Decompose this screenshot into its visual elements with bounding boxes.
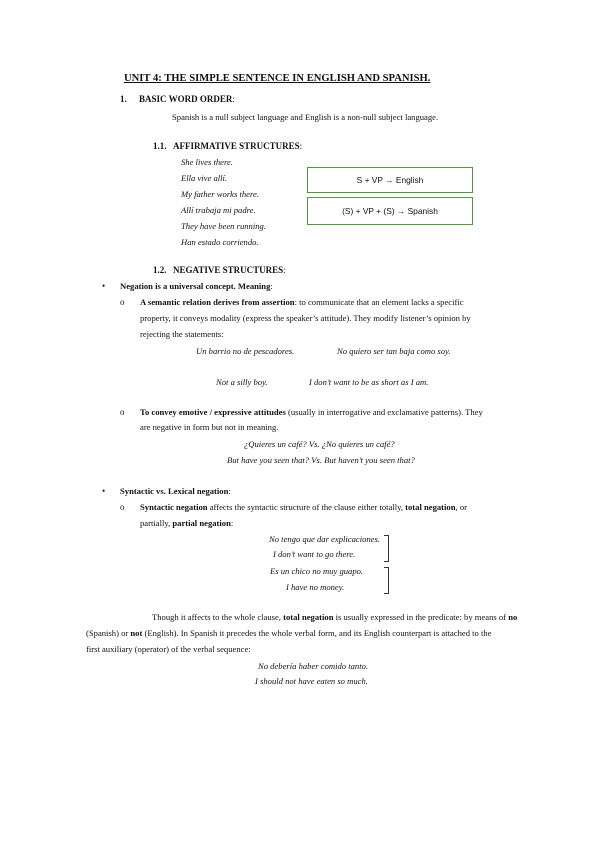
syntactic-example: I don’t want to go there. <box>273 549 356 559</box>
affirmative-example: Han estado corriendo. <box>181 237 259 247</box>
section-1-1-colon: : <box>299 141 303 151</box>
total-negation-bracket <box>384 535 389 562</box>
closing-line2 <box>86 628 492 639</box>
section-1-number: 1. <box>120 94 127 104</box>
affirmative-example: Allí trabaja mi padre. <box>181 205 256 215</box>
closing-line1-start: Though it affects to the whole clause, <box>152 612 284 622</box>
sub1-line1 <box>140 297 464 308</box>
sub-bullet-marker: o <box>120 297 125 307</box>
closing-line3: first auxiliary (operator) of the verbal sequence: <box>86 644 251 654</box>
section-1-2-colon: : <box>283 265 286 275</box>
syntactic-line1 <box>140 502 467 513</box>
syntactic-line2-end: : <box>230 518 234 528</box>
closing-example: I should not have eaten so much. <box>255 676 368 686</box>
sub-bullet-marker: o <box>120 407 125 417</box>
bullet-2-text <box>120 486 231 497</box>
section-1-colon: : <box>232 94 235 104</box>
bullet-1-bold: Negation is a universal concept. Meaning <box>120 281 271 291</box>
partial-negation-bold: partial negation <box>172 518 231 528</box>
affirmative-example: They have been running. <box>181 221 266 231</box>
partial-negation-bracket <box>384 567 389 594</box>
syntactic-line2 <box>140 518 233 529</box>
syntactic-example: I have no money. <box>286 582 345 592</box>
section-1-heading-text: BASIC WORD ORDER <box>139 94 233 104</box>
english-order-box <box>307 167 473 193</box>
sub2-line2: are negative in form but not in meaning. <box>140 422 279 432</box>
sub1-line2: property, it conveys modality (express the speaker’s attitude). They modify listener’s opinion by <box>140 313 471 323</box>
negation-example: I don’t want to be as short as I am. <box>309 377 429 387</box>
bullet-1-text <box>120 281 273 292</box>
negation-example: No quiero ser tan baja como soy. <box>337 346 451 356</box>
section-1-1-heading <box>173 141 302 151</box>
closing-total-negation: total negation <box>283 612 334 622</box>
bullet-1-rest: : <box>270 281 273 291</box>
syntactic-negation-bold: Syntactic negation <box>140 502 208 512</box>
section-1-1-heading-text: AFFIRMATIVE STRUCTURES <box>173 141 300 151</box>
syntactic-example: Es un chico no muy guapo. <box>270 566 364 576</box>
spanish-order-formula: (S) + VP + (S) → Spanish <box>342 206 438 216</box>
affirmative-example: She lives there. <box>181 157 233 167</box>
negation-example: Not a silly boy. <box>216 377 268 387</box>
section-1-2-number: 1.2. <box>153 265 167 275</box>
emotive-example: ¿Quieres un café? Vs. ¿No quieres un café? <box>244 439 395 449</box>
closing-no: no <box>508 612 518 622</box>
affirmative-example: My father works there. <box>181 189 259 199</box>
sub2-line1 <box>140 407 483 418</box>
emotive-example: But have you seen that? Vs. But haven’t you seen that? <box>227 455 415 465</box>
sub-bullet-marker: o <box>120 502 125 512</box>
section-1-heading <box>139 94 235 104</box>
sub1-bold: A semantic relation derives from assertion <box>140 297 295 307</box>
negation-example: Un barrio no de pescadores. <box>196 346 295 356</box>
page-title: UNIT 4: THE SIMPLE SENTENCE IN ENGLISH AND SPANISH. <box>124 73 431 84</box>
section-1-2-heading-text: NEGATIVE STRUCTURES <box>173 265 284 275</box>
section-1-2-heading <box>173 265 286 275</box>
closing-line1-mid: is usually expressed in the predicate: by means of <box>333 612 509 622</box>
sub1-line1-rest: : to communicate that an element lacks a specific <box>294 297 464 307</box>
affirmative-example: Ella vive allí. <box>181 173 228 183</box>
section-1-intro: Spanish is a null subject language and English is a non-null subject language. <box>172 112 439 122</box>
sub2-line1-rest: (usually in interrogative and exclamative patterns). They <box>285 407 483 417</box>
bullet-marker: • <box>102 281 106 291</box>
closing-example: No debería haber comido tanto. <box>258 661 369 671</box>
english-order-formula: S + VP → English <box>356 175 424 185</box>
syntactic-line1-mid: affects the syntactic structure of the clause either totally, <box>207 502 406 512</box>
sub2-bold: To convey emotive / expressive attitudes <box>140 407 286 417</box>
bullet-2-rest: : <box>228 486 231 496</box>
closing-not: not <box>130 628 143 638</box>
syntactic-example: No tengo que dar explicaciones. <box>269 534 380 544</box>
closing-line1 <box>152 612 517 623</box>
syntactic-line1-end: , or <box>455 502 467 512</box>
bullet-2-bold: Syntactic vs. Lexical negation <box>120 486 229 496</box>
sub1-line3: rejecting the statements: <box>140 329 224 339</box>
closing-line2-start: (Spanish) or <box>86 628 131 638</box>
syntactic-line2-start: partially, <box>140 518 173 528</box>
bullet-marker: • <box>102 486 106 496</box>
spanish-order-box <box>307 197 473 225</box>
total-negation-bold: total negation <box>405 502 456 512</box>
section-1-1-number: 1.1. <box>153 141 167 151</box>
closing-line2-rest: (English). In Spanish it precedes the whole verbal form, and its English counterpart is attached to the <box>142 628 492 638</box>
